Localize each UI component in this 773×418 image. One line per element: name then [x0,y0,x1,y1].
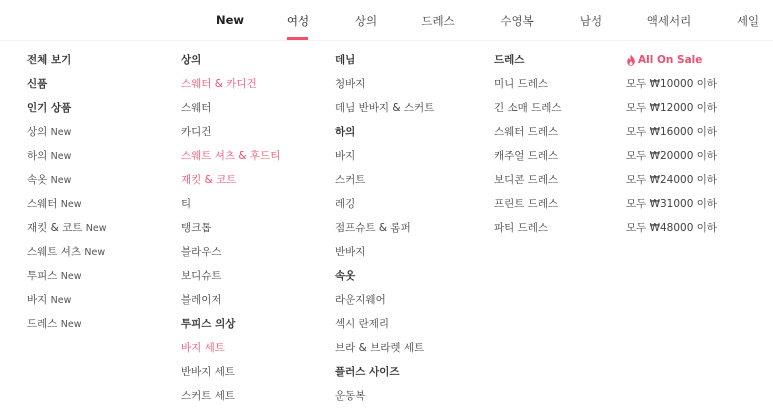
menu-link-mini-dresses[interactable]: 미니 드레스 [494,78,549,90]
tab-new[interactable]: New [215,13,245,27]
menu-link-new-two-piece[interactable]: 투피스 New [27,270,82,282]
fire-icon [626,54,636,66]
sale-header-label: All On Sale [638,54,703,66]
new-tag: New [60,271,82,282]
new-tag: New [60,199,82,210]
new-tag: New [50,295,72,306]
menu-link-jackets-coats[interactable]: 재킷 & 코트 [181,174,237,186]
tab-accessories[interactable]: 액세서리 [646,14,692,28]
menu-link-under-24000[interactable]: 모두 ₩24000 이하 [626,174,718,186]
menu-link-jumpsuits-rompers[interactable]: 점프슈트 & 롬퍼 [335,222,411,234]
menu-column-dresses [494,48,562,240]
menu-link-best-sellers[interactable]: 인기 상품 [27,102,72,114]
menu-header-tops[interactable]: 상의 [181,54,202,66]
menu-link-new-dresses[interactable]: 드레스 New [27,318,82,330]
menu-link-view-all[interactable]: 전체 보기 [27,54,72,66]
menu-column-featured [27,48,107,336]
menu-link-skirt-sets[interactable]: 스커트 세트 [181,390,236,402]
menu-link-activewear[interactable]: 운동복 [335,390,366,402]
menu-link-under-12000[interactable]: 모두 ₩12000 이하 [626,102,718,114]
menu-link-new-sweaters[interactable]: 스웨터 New [27,198,82,210]
menu-header-all-on-sale[interactable] [626,48,717,72]
menu-link-new-pants[interactable]: 바지 New [27,294,72,306]
new-tag: New [84,247,106,258]
new-tag: New [50,127,72,138]
tab-sale[interactable]: 세일 [736,14,760,28]
active-tab-indicator [287,37,308,40]
menu-link-pants[interactable]: 바지 [335,150,356,162]
menu-link-under-10000[interactable]: 모두 ₩10000 이하 [626,78,718,90]
menu-header-dresses[interactable]: 드레스 [494,54,525,66]
menu-column-tops [181,48,280,408]
menu-link-leggings[interactable]: 레깅 [335,198,356,210]
menu-link-short-sets[interactable]: 반바지 세트 [181,366,236,378]
menu-link-under-31000[interactable]: 모두 ₩31000 이하 [626,198,718,210]
menu-link-bodysuits[interactable]: 보디슈트 [181,270,222,282]
menu-link-under-48000[interactable]: 모두 ₩48000 이하 [626,222,718,234]
menu-link-new-tops[interactable]: 상의 New [27,126,72,138]
tab-tops[interactable]: 상의 [354,14,378,28]
menu-link-tank-tops[interactable]: 탱크톱 [181,222,212,234]
menu-link-sweatshirts-hoodies[interactable]: 스웨트 셔츠 & 후드티 [181,150,281,162]
top-nav [0,0,773,41]
menu-header-plus-size[interactable]: 플러스 사이즈 [335,366,400,378]
menu-header-intimates[interactable]: 속옷 [335,270,356,282]
menu-link-sweaters[interactable]: 스웨터 [181,102,212,114]
menu-link-blouses[interactable]: 블라우스 [181,246,222,258]
menu-header-two-piece-outfits[interactable]: 투피스 의상 [181,318,236,330]
menu-link-party-dresses[interactable]: 파티 드레스 [494,222,549,234]
tab-women[interactable]: 여성 [286,14,310,28]
menu-link-bra-bralette-sets[interactable]: 브라 & 브라렛 세트 [335,342,425,354]
menu-link-new-jackets-coats[interactable]: 재킷 & 코트 New [27,222,107,234]
menu-link-shorts[interactable]: 반바지 [335,246,366,258]
menu-link-under-16000[interactable]: 모두 ₩16000 이하 [626,126,718,138]
menu-link-tees[interactable]: 티 [181,198,192,210]
new-tag: New [85,223,107,234]
menu-header-denim[interactable]: 데님 [335,54,356,66]
menu-link-new-intimates[interactable]: 속옷 New [27,174,72,186]
menu-link-new-arrivals[interactable]: 신품 [27,78,48,90]
new-tag: New [50,175,72,186]
menu-link-sweater-dresses[interactable]: 스웨터 드레스 [494,126,559,138]
menu-link-jeans[interactable]: 청바지 [335,78,366,90]
menu-link-skirts[interactable]: 스커트 [335,174,366,186]
menu-link-pant-sets[interactable]: 바지 세트 [181,342,225,354]
new-tag: New [50,151,72,162]
menu-column-bottoms [335,48,434,408]
menu-link-casual-dresses[interactable]: 캐주얼 드레스 [494,150,559,162]
menu-link-blazers[interactable]: 블레이저 [181,294,222,306]
menu-column-sale [626,48,717,240]
menu-link-print-dresses[interactable]: 프린트 드레스 [494,198,559,210]
menu-link-loungewear[interactable]: 라운지웨어 [335,294,386,306]
menu-link-new-sweatshirts[interactable]: 스웨트 셔츠 New [27,246,106,258]
menu-link-cardigans[interactable]: 카디건 [181,126,212,138]
menu-link-new-bottoms[interactable]: 하의 New [27,150,72,162]
menu-link-bodycon-dresses[interactable]: 보디콘 드레스 [494,174,559,186]
new-tag: New [60,319,82,330]
menu-link-sexy-lingerie[interactable]: 섹시 란제리 [335,318,390,330]
menu-link-long-sleeve-dresses[interactable]: 긴 소매 드레스 [494,102,562,114]
menu-link-denim-shorts-skirts[interactable]: 데님 반바지 & 스커트 [335,102,435,114]
menu-link-under-20000[interactable]: 모두 ₩20000 이하 [626,150,718,162]
tab-men[interactable]: 남성 [579,14,603,28]
menu-header-bottoms[interactable]: 하의 [335,126,356,138]
tab-dresses[interactable]: 드레스 [421,14,455,28]
menu-link-sweaters-cardigans[interactable]: 스웨터 & 카디건 [181,78,257,90]
tab-swimwear[interactable]: 수영복 [500,14,534,28]
